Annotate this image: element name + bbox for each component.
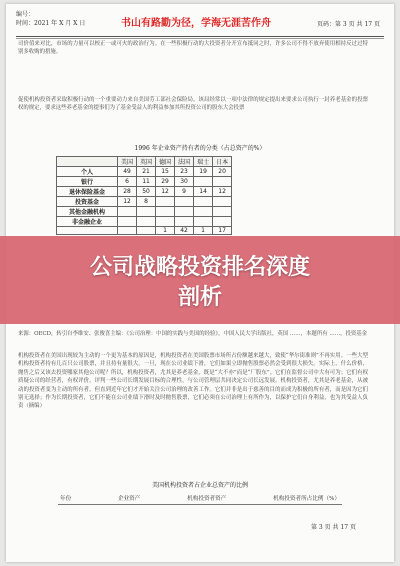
table-cell: 14 [194,187,213,197]
table-cell [118,217,137,227]
table-row [57,177,232,187]
header-divider-thin [16,38,384,39]
table-header-cell: 英国 [137,157,156,167]
table-cell: 20 [213,167,232,177]
doc-number-label: 编号： [16,11,35,18]
row-label: 退休保险基金 [57,187,118,197]
table-cell: 29 [156,177,175,187]
ratio-table-title: 美国机构投资者占企业总资产的比例 [151,482,248,489]
source-note: 来源：OECD，转引自李维安、张俊喜主编：《公司治理：中国的实践与美国的经验》，中国人民大学出版社，英国 ……，本题所有 ……，投资基金 [18,331,368,337]
table-cell [213,197,232,207]
row-label: 个人 [57,167,118,177]
header-slogan: 书山有路勤为径，学海无涯苦作舟 [121,18,271,29]
table-row [57,227,232,235]
table-header-row [57,157,232,167]
table-cell [175,197,194,207]
table-cell [156,207,175,217]
holdings-table [56,156,232,235]
table-header-cell: 德国 [156,157,175,167]
table-cell [194,197,213,207]
table-cell: 15 [156,167,175,177]
table-cell: 17 [213,227,232,235]
table-cell [213,177,232,187]
table-cell: 30 [175,177,194,187]
row-label: 其他金融机构 [57,207,118,217]
ratio-table-header-cell: 企业资产 [117,496,141,502]
ratio-table-header-cell: 机构投资者所占比例（%） [273,496,340,502]
table-row [57,217,232,227]
table-cell: 28 [118,187,137,197]
table-cell [156,217,175,227]
table-row [57,167,232,177]
body-paragraph-3: 机构投资者在美国出现较为主动的一个更为基本的原因是，机构投资者在美国股票市场所占份额越来越大，致使“华尔街准则”不再实用。一些大型机构投资者持有几百只公司股票，并且持有量很大。一旦，现在公司业绩下滑，它们如果立即抛售股票必然会受到很大损失。实际上，什么价格，抛售之后又该去投资哪家其他公司呢？所以，机构投资者，尤其是养老基金，既是“大不亦”而是“厂股东”。它们在监督公司中大有可为；它们有权质疑公司的经营者，有权评价，评判一些公司长期发展目标的合理性，与公司管理层共同决定公司长远发展。机构投资者，尤其是养老基金，从被动的投资者变为主动的所有者，但直到近年它们才开始关注公司治理的改善工作。它们并非是出于慈善的目的而成为积极的所有者，而是因为它们别无选择；作为长期投资者，它们不能在公司业绩下滑时及时抛售股票，它们必须在公司治理上有所作为，以保护它们自身利益，也为其受益人负责（摘编） [18,353,368,410]
ratio-table-divider [58,504,342,505]
table-cell [175,217,194,227]
banner-title-line-2: 剖析 [177,285,222,310]
table-cell: 42 [175,227,194,235]
table-header-cell: 法国 [175,157,194,167]
table-cell: 8 [137,197,156,207]
table-cell [194,207,213,217]
table-cell [137,227,156,235]
table-cell: 12 [118,197,137,207]
document-header [16,10,85,28]
table-cell [118,227,137,235]
table-cell: 21 [137,167,156,177]
table-cell: 11 [137,177,156,187]
body-paragraph-2: 促使机构投资者采取积极行动的一个重要动力来自美国劳工部社会保险局。该局经常以一项中法律的规定提出来要求公司执行一封养老基金的投票权的规定，要求这些养老基金的提事们为了基金受益人的利益参加其所投资公司的股东大会投票 [18,97,368,112]
table-cell [156,197,175,207]
table-cell: 1 [156,227,175,235]
table-row [57,187,232,197]
table-cell [194,217,213,227]
doc-date-label: 时间：2021 年 X 月 X 日 [16,20,86,27]
body-paragraph-1: 司价值来对比，市场的力量可以校正一或可火的政治行为。在一些积极行动的大投资者分开宣布抵同之时，许多公司不得不放弃使用相持反过过特别多收购的措施。 [18,41,368,56]
header-divider [16,36,384,37]
row-label: 投资基金 [57,197,118,207]
ratio-table-header-cell: 机构投资者资产 [187,496,227,502]
row-label: 银行 [57,177,118,187]
ratio-table-header-cell: 年份 [60,496,72,502]
table-header-cell: 美国 [118,157,137,167]
table-cell [194,177,213,187]
header-page-number: 页码：第 3 页 共 17 页 [317,21,380,28]
table-cell [118,207,137,217]
table-cell [175,207,194,217]
table-cell [137,217,156,227]
row-label: 非金融企业 [57,217,118,227]
banner-title-line-1: 公司战略投资排名深度 [89,255,310,280]
holdings-table-title: 1996 年企业资产持有者的分类（占总资产的%） [134,145,266,152]
table-cell [213,217,232,227]
table-cell: 6 [118,177,137,187]
table-cell: 23 [175,167,194,177]
table-cell [137,207,156,217]
table-cell: 1 [194,227,213,235]
table-cell: 12 [156,187,175,197]
table-cell: 49 [118,167,137,177]
table-row [57,197,232,207]
table-row [57,207,232,217]
table-header-cell [57,157,118,167]
row-label [57,227,118,235]
table-header-cell: 瑞士 [194,157,213,167]
table-cell [213,207,232,217]
table-cell: 12 [213,187,232,197]
table-header-cell: 日本 [213,157,232,167]
table-cell: 50 [137,187,156,197]
table-cell: 19 [194,167,213,177]
table-cell: 9 [175,187,194,197]
footer-page-number: 第 3 页 共 17 页 [311,524,356,531]
ratio-table-header [60,494,340,502]
